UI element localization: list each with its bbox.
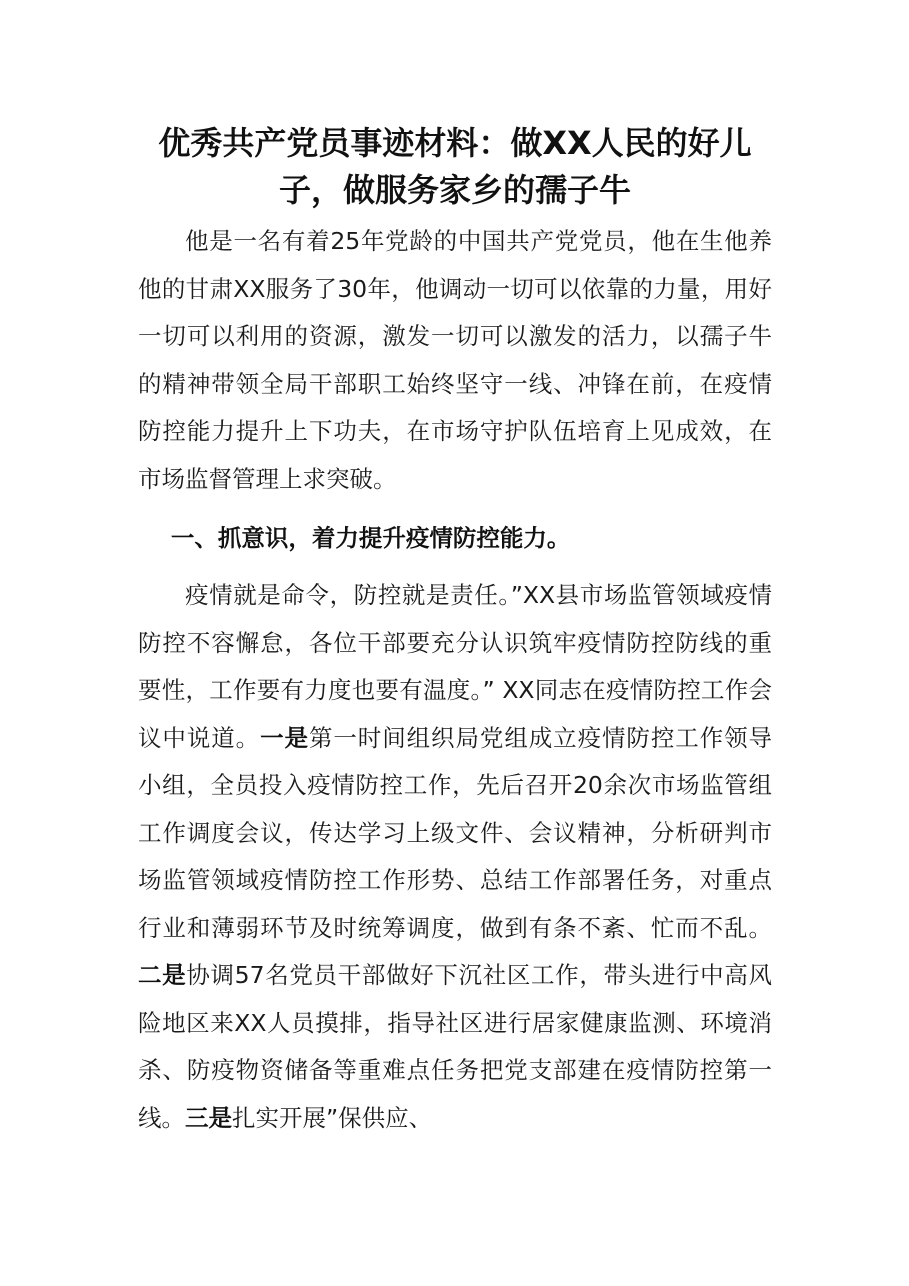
paragraph-section-1	[138, 572, 772, 1142]
paragraph-section-1-text-2: 协调57名党员干部做好下沉社区工作，带头进行中高风险地区来XX人员摸排，指导社区进行居家健康监测、环境消杀、防疫物资储备等重难点任务把党支部建在疫情防控第一线。	[138, 961, 772, 1132]
lead-label-2: 二是	[138, 961, 187, 989]
paragraph-intro: 他是一名有着25年党龄的中国共产党党员，他在生他养他的甘肃XX服务了30年，他调动一切可以依靠的力量，用好一切可以利用的资源，激发一切可以激发的活力，以孺子牛的精神带领全局干部职工始终坚守一线、冲锋在前，在疫情防控能力提升上下功夫，在市场守护队伍培育上见成效，在市场监督管理上求突破。	[138, 227, 772, 493]
paragraph-section-1-text-3: 扎实开展”保供应、	[232, 1103, 433, 1132]
lead-label-1: 一是	[260, 723, 309, 752]
document-title: 优秀共产党员事迹材料：做XX人民的好儿子，做服务家乡的孺子牛	[158, 124, 752, 209]
paragraph-section-1-text-1: 第一时间组织局党组成立疫情防控工作领导小组，全员投入疫情防控工作，先后召开20余次市场监管组工作调度会议，传达学习上级文件、会议精神，分析研判市场监管领域疫情防控工作形势、总结工作部署任务，对重点行业和薄弱环节及时统筹调度，做到有条不紊、忙而不乱。	[138, 723, 773, 942]
lead-label-3: 三是	[185, 1103, 232, 1132]
section-heading-1: 一、抓意识，着力提升疫情防控能力。	[170, 524, 571, 552]
paragraph-section-1-intro: 疫情就是命令，防控就是责任。”XX县市场监管领域疫情防控不容懈怠，各位干部要充分认识筑牢疫情防控防线的重要性，工作要有力度也要有温度。” XX同志在疫情防控工作会议中说道。	[138, 581, 772, 752]
